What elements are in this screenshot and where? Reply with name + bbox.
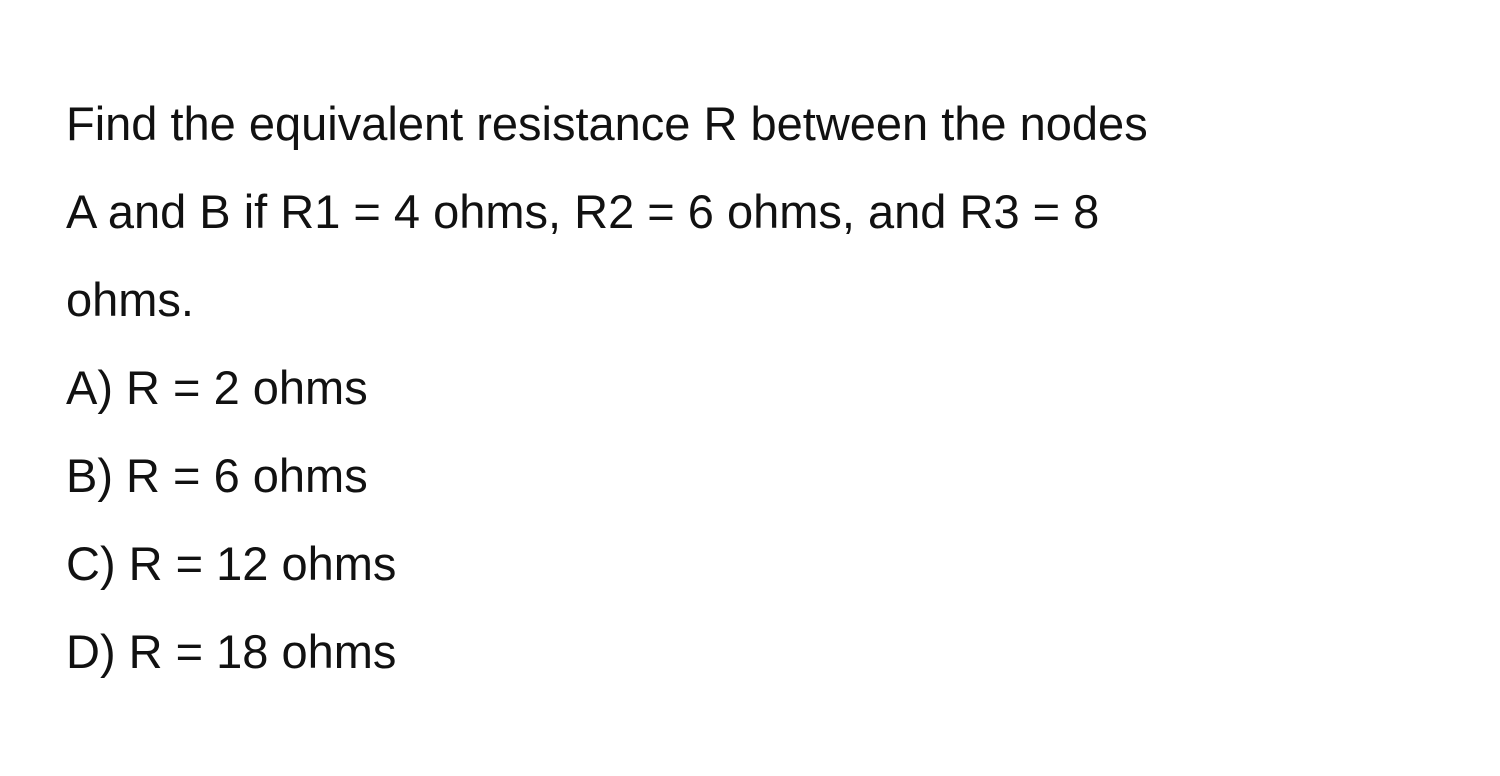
question-block (66, 80, 1446, 696)
question-line: A and B if R1 = 4 ohms, R2 = 6 ohms, and R3 = 8 (66, 185, 1100, 238)
question-line: Find the equivalent resistance R between the nodes (66, 97, 1148, 150)
option-c[interactable]: C) R = 12 ohms (66, 537, 397, 590)
question-text (66, 80, 1446, 344)
option-a[interactable]: A) R = 2 ohms (66, 361, 368, 414)
option-d[interactable]: D) R = 18 ohms (66, 625, 397, 678)
answer-options (66, 344, 1446, 696)
option-b[interactable]: B) R = 6 ohms (66, 449, 368, 502)
question-line: ohms. (66, 273, 194, 326)
